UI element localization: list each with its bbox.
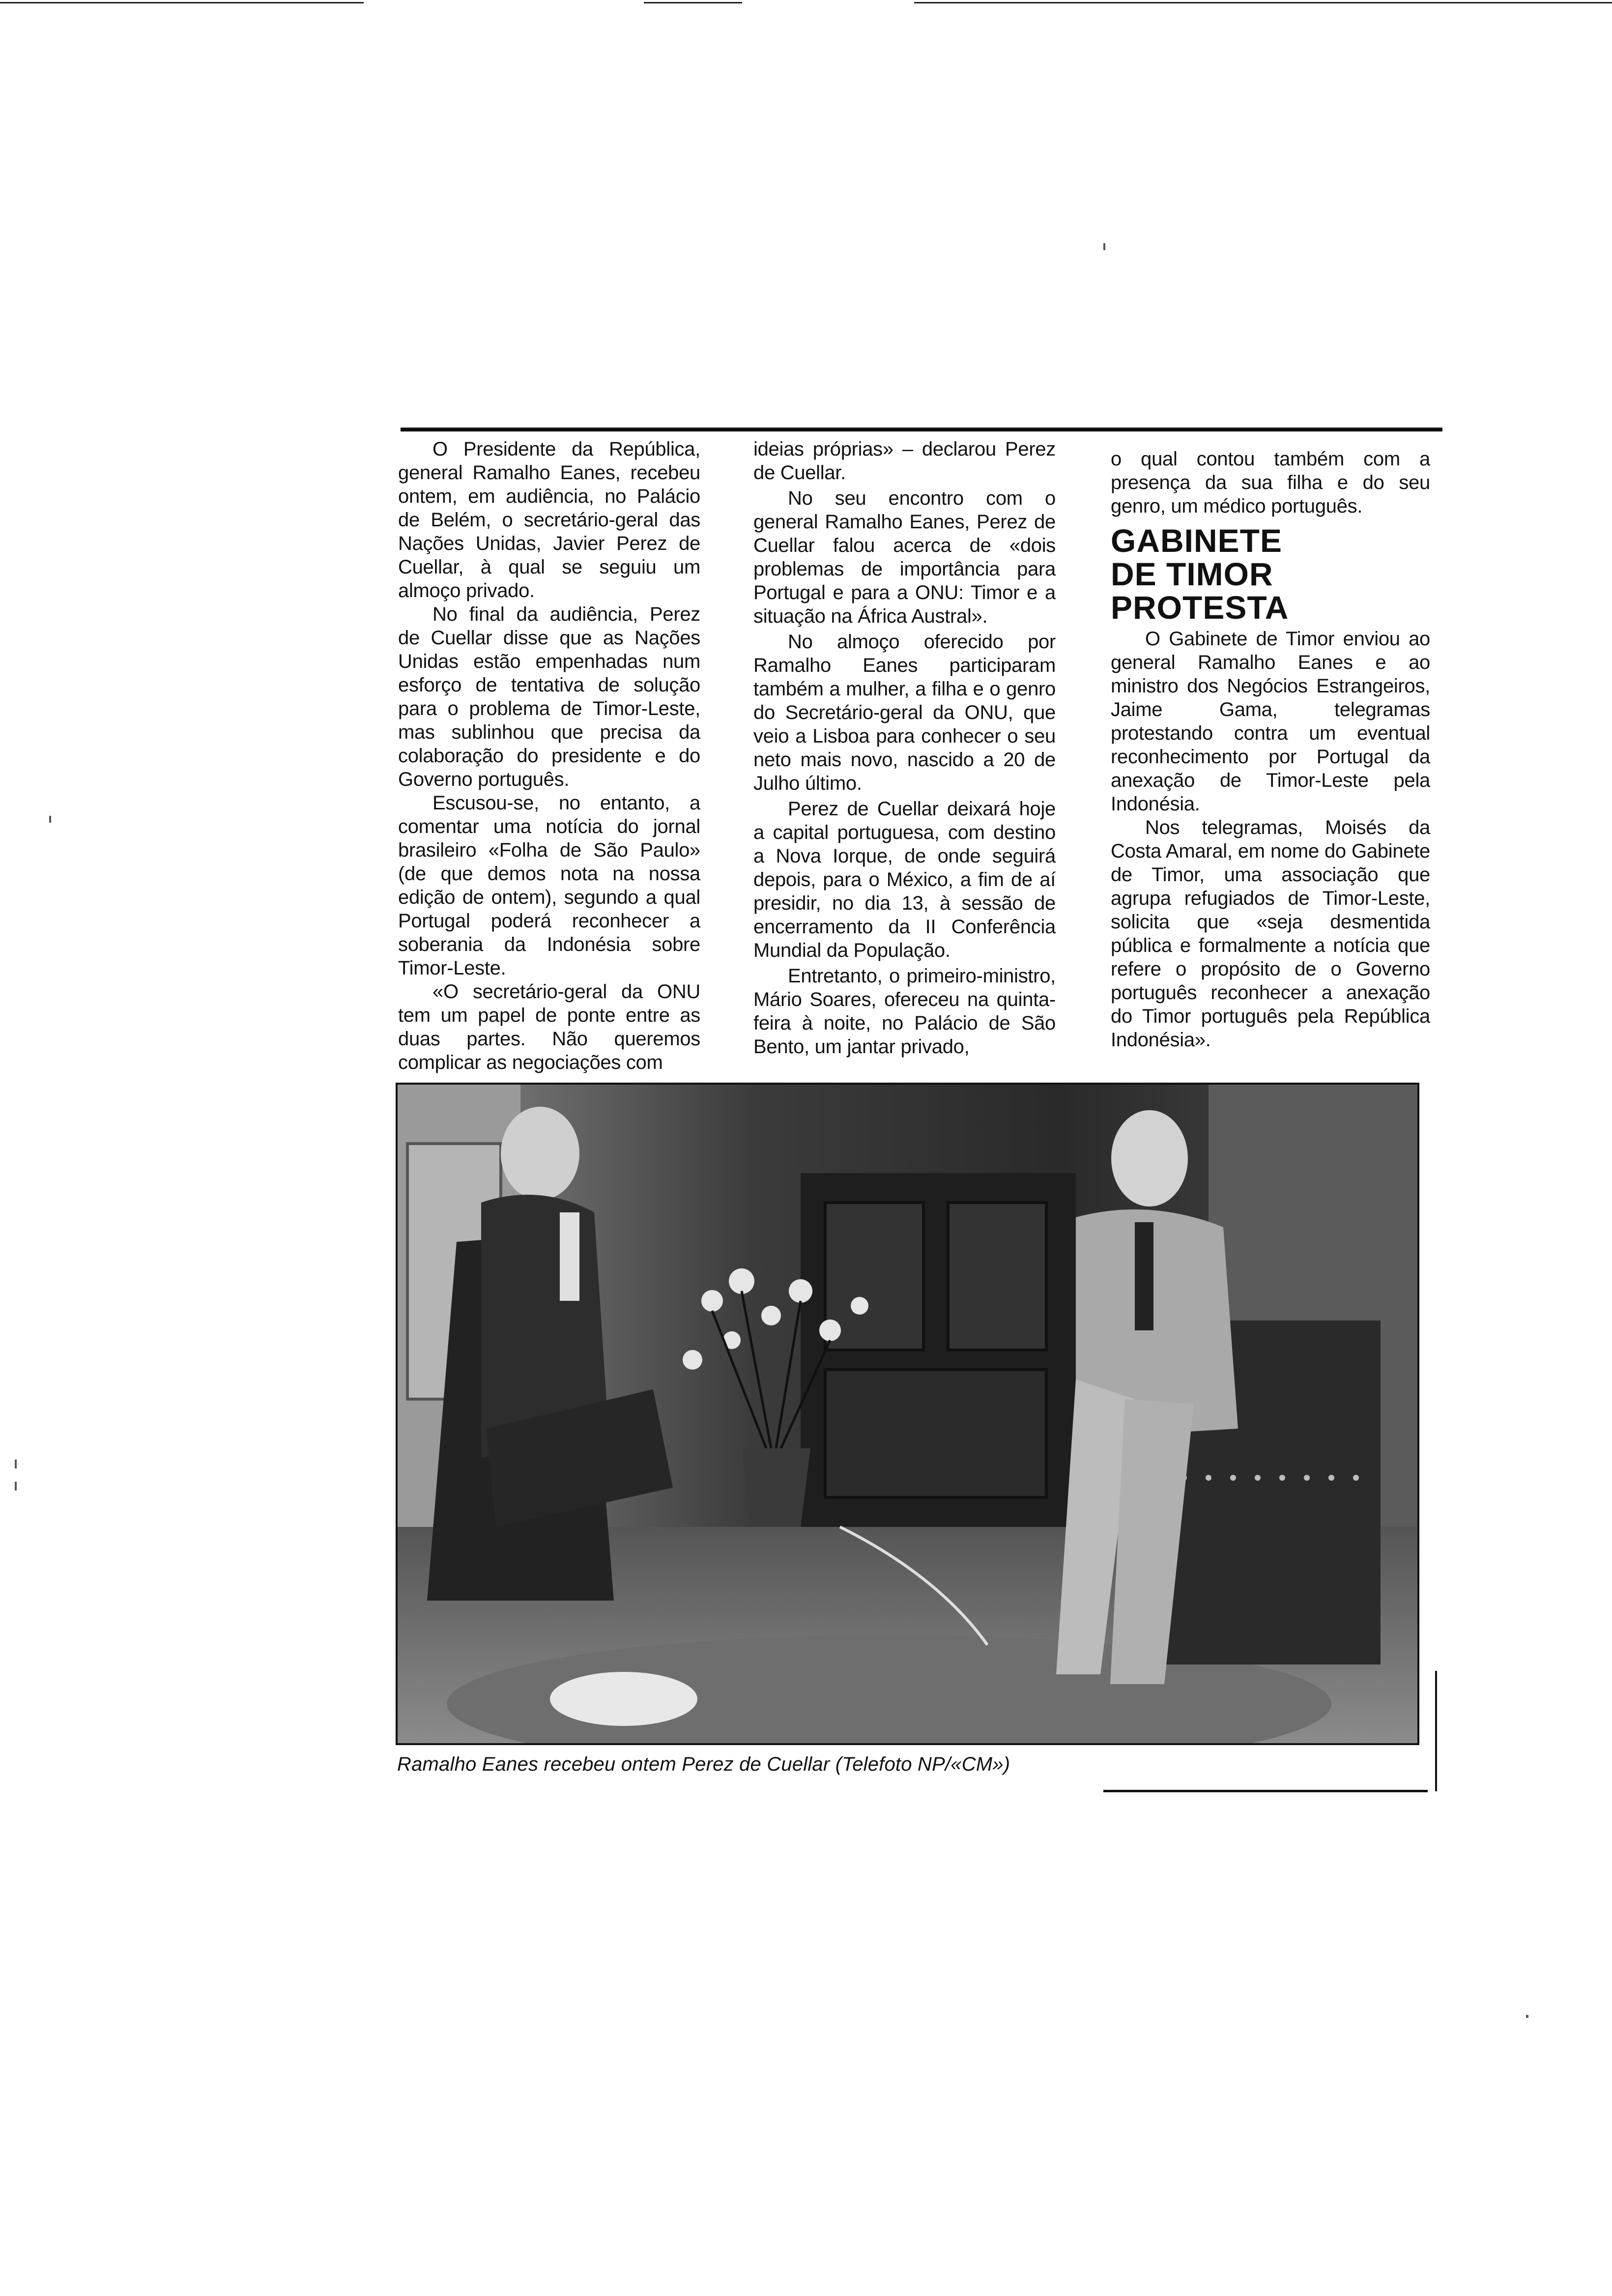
paragraph: No seu encontro com o general Ramalho Eanes, Perez de Cuellar falou acerca de «dois problemas de importância para Portugal e para a ONU: Timor e a situação na África Austral».: [753, 488, 1056, 627]
top-rule: [401, 428, 1442, 431]
paragraph: o qual contou também com a presença da sua filha e do seu genro, um médico português.: [1111, 448, 1430, 517]
paragraph: Nos telegramas, Moisés da Costa Amaral, em nome do Gabinete de Timor, uma associação que agrupa refugiados de Timor-Leste, solicita que «seja desmentida pública e formalmente a notícia que refere o propósito de o Governo português reconhecer a anexação do Timor português pela República Indonésia».: [1111, 817, 1430, 1051]
article-column-1: [398, 437, 700, 1074]
paragraph: O Presidente da República, general Ramalho Eanes, recebeu ontem, em audiência, no Palácio de Belém, o secretário-geral das Nações Unidas, Javier Perez de Cuellar, à qual se seguiu um almoço privado.: [398, 438, 700, 602]
scan-speck: [1103, 243, 1105, 250]
scan-edge-line: [0, 2, 364, 3]
photo-illustration: [398, 1085, 1417, 1743]
news-photo: [396, 1083, 1419, 1745]
scan-speck: [1526, 2015, 1528, 2018]
paragraph: O Gabinete de Timor enviou ao general Ramalho Eanes e ao ministro dos Negócios Estrangeiros, Jaime Gama, telegramas protestando contra um eventual reconhecimento por Portugal da anexação de Timor-Leste pela Indonésia.: [1111, 628, 1430, 815]
right-rule: [1435, 1671, 1437, 1791]
scan-speck: [15, 1482, 17, 1491]
article-column-3: [1111, 447, 1430, 1052]
paragraph: Entretanto, o primeiro-ministro, Mário Soares, ofereceu na quinta-feira à noite, no Palácio de São Bento, um jantar privado,: [753, 965, 1056, 1058]
scan-speck: [15, 1460, 17, 1468]
paragraph: Perez de Cuellar deixará hoje a capital portuguesa, com destino a Nova Iorque, de onde seguirá depois, para o México, a fim de aí presidir, no dia 13, à sessão de encerramento da II Conferência Mundial da População.: [753, 798, 1056, 961]
paragraph: No almoço oferecido por Ramalho Eanes participaram também a mulher, a filha e o genro do Secretário-geral da ONU, que veio a Lisboa para conhecer o seu neto mais novo, nascido a 20 de Julho último.: [753, 631, 1056, 794]
scan-edge-line: [914, 2, 1612, 3]
subheadline-line: PROTESTA: [1111, 589, 1289, 626]
subheadline-line: DE TIMOR: [1111, 556, 1273, 592]
article-column-2: [753, 437, 1056, 1059]
subheadline: [1111, 524, 1430, 624]
paragraph: Escusou-se, no entanto, a comentar uma notícia do jornal brasileiro «Folha de São Paulo» (de que demos nota na nossa edição de ontem), segundo a qual Portugal poderá reconhecer a soberania da Indonésia sobre Timor-Leste.: [398, 792, 700, 979]
paragraph: No final da audiência, Perez de Cuellar disse que as Nações Unidas estão empenhadas num esforço de tentativa de solução para o problema de Timor-Leste, mas sublinhou que precisa da colaboração do presidente e do Governo português.: [398, 603, 700, 790]
bottom-rule: [1103, 1790, 1428, 1792]
scan-speck: [49, 816, 51, 823]
scan-edge-line: [644, 2, 742, 3]
photo-caption: Ramalho Eanes recebeu ontem Perez de Cuellar (Telefoto NP/«CM»): [397, 1753, 1010, 1775]
paragraph: «O secretário-geral da ONU tem um papel de ponte entre as duas partes. Não queremos complicar as negociações com: [398, 981, 700, 1073]
subheadline-line: GABINETE: [1111, 522, 1283, 559]
paragraph: ideias próprias» – declarou Perez de Cuellar.: [753, 438, 1056, 484]
